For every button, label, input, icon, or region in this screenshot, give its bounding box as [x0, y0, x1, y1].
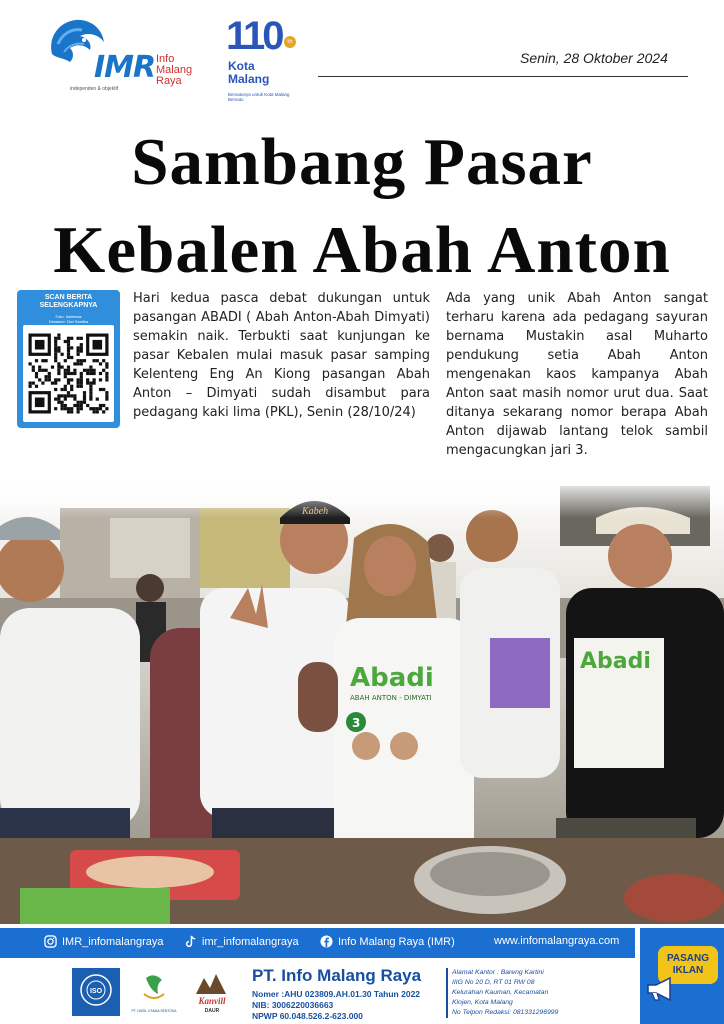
ad-label-line: PASANG: [666, 953, 710, 964]
logo-info-line: Info: [156, 53, 175, 65]
social-website-label: www.infomalangraya.com: [494, 935, 620, 947]
anniversary-kota-line: Kota: [228, 59, 255, 73]
certification-logos: [72, 966, 238, 1018]
social-bar: [0, 928, 635, 958]
kota-malang-110-logo: [222, 14, 302, 104]
social-tiktok[interactable]: [184, 935, 299, 948]
social-website[interactable]: [494, 935, 619, 947]
right-man-face: [608, 524, 672, 588]
daur-label: DAUR: [204, 1008, 220, 1014]
logo-info-line: Raya: [156, 75, 182, 87]
meat-pile: [624, 874, 724, 922]
headline-line: Kebalen Abah Anton: [53, 213, 671, 287]
shirt-number: 3: [352, 716, 361, 730]
woman-face: [364, 536, 416, 596]
address-line: Alamat Kantor : Bareng Kartini: [452, 969, 544, 976]
qr-meta-line: Desainer: Dwi Santika: [48, 319, 89, 324]
anniversary-badge: th: [284, 36, 296, 48]
shirt-abadi-text: Abadi: [350, 663, 434, 693]
anniversary-kota: [228, 60, 269, 86]
anniversary-number: 110: [226, 14, 282, 58]
qr-title-line: SCAN BERITA: [44, 294, 93, 301]
article-left-column: Hari kedua pasca debat dukungan untuk pasangan ABADI ( Abah Anton-Abah Dimyati) semakin naik. Terbukti saat kunjungan ke pasar Kebalen mulai masuk pasar samping Kelenteng Eng An Kiong pasangan Abah Anton – Dimyati sudah disambut para pedagang kaki lima (PKL), Senin (28/10/24): [133, 291, 430, 420]
shirt-sub-text: ABAH ANTON - DIMYATI: [350, 694, 432, 702]
market-photo-illustration: [0, 478, 724, 924]
iso-label: ISO: [89, 988, 103, 995]
shirt-portrait: [352, 732, 380, 760]
pasang-iklan-ad[interactable]: [640, 928, 724, 1024]
qr-card[interactable]: [17, 290, 120, 428]
iso-certificate-icon: [72, 968, 120, 1016]
shirt-portrait: [390, 732, 418, 760]
imr-logo: [44, 14, 214, 92]
kanvill-label: Kanvill: [198, 996, 226, 1006]
qr-code[interactable]: [23, 325, 114, 422]
tiktok-icon: [184, 935, 197, 948]
qr-title-line: SELENGKAPNYA: [39, 302, 98, 309]
company-npwp: NPWP 60.048.526.2-623.000: [252, 1011, 363, 1021]
social-facebook-label: Info Malang Raya (IMR): [338, 935, 455, 948]
left-man-shirt: [0, 608, 140, 828]
article-right-column: Ada yang unik Abah Anton sangat terharu karena ada pedagang sayuran bernama Mustakin asal Muharto pendukung setia Abah Anton mengenakan kaos kampanya Abah Anton saat masih nomor urut dua. Saat ditanya sekarang nomor berapa Abah Anton dijawab lantang telok sambil mengacungkan jari 3.: [446, 291, 708, 458]
stall-yellow: [200, 508, 290, 588]
woman-sleeve: [298, 662, 338, 732]
footer: [0, 958, 724, 1024]
logo-info-text: [156, 54, 192, 87]
office-address: [446, 968, 626, 1018]
qr-meta-line: Foto: Istimewa: [55, 314, 82, 319]
company-name: PT. Info Malang Raya: [252, 966, 422, 985]
right-shirt-abadi-text: Abadi: [580, 649, 651, 674]
company-nib: NIB: 3006220036663: [252, 1000, 334, 1010]
news-photo: [0, 478, 724, 924]
logo-info-line: Malang: [156, 64, 193, 76]
headline: [0, 118, 724, 294]
qr-meta: [17, 314, 120, 324]
stall-sign: [110, 518, 190, 578]
chicken-pile: [86, 856, 214, 888]
address-line: Kelurahan Kauman, Kecamatan: [452, 989, 549, 996]
bg-person-head: [136, 574, 164, 602]
social-facebook[interactable]: [320, 935, 455, 948]
header: [0, 0, 724, 110]
address-line: No Telpon Redaksi: 081331296999: [452, 1009, 559, 1016]
address-line: Klojen, Kota Malang: [452, 999, 513, 1006]
qr-title: [17, 294, 120, 310]
bg-person-head: [426, 534, 454, 562]
ad-label-line: IKLAN: [672, 965, 704, 976]
metal-basin-inner: [430, 852, 550, 896]
headline-line: Sambang Pasar: [131, 125, 593, 199]
social-tiktok-label: imr_infomalangraya: [202, 935, 299, 948]
green-tray: [20, 888, 170, 924]
social-instagram-label: IMR_infomalangraya: [62, 935, 164, 948]
company-nomor: Nomer :AHU 023809.AH.01.30 Tahun 2022: [252, 989, 421, 999]
logo-imr-text: IMR: [94, 50, 156, 85]
address-line: IIIG No 20 D, RT 01 RW 08: [452, 979, 535, 986]
purple-bag: [490, 638, 550, 708]
megaphone-icon: [646, 976, 676, 1002]
kanvill-logo-icon: [188, 968, 236, 1016]
instagram-icon: [44, 935, 57, 948]
hasil-utama-label: PT. HASIL UTAMA SENTOSA: [131, 1009, 177, 1013]
social-instagram[interactable]: [44, 935, 164, 948]
photo-top-fade: [0, 478, 724, 518]
anniversary-sub: Bersatunya untuk Kota Malang Bersatu: [228, 92, 290, 102]
qr-code-icon: [23, 325, 114, 422]
publish-date: Senin, 28 Oktober 2024: [520, 50, 668, 66]
logo-tagline: independen & objektif: [70, 86, 119, 92]
facebook-icon: [320, 935, 333, 948]
hasil-utama-logo-icon: [130, 968, 178, 1016]
date-divider: [318, 76, 688, 77]
anniversary-kota-line: Malang: [228, 72, 270, 86]
